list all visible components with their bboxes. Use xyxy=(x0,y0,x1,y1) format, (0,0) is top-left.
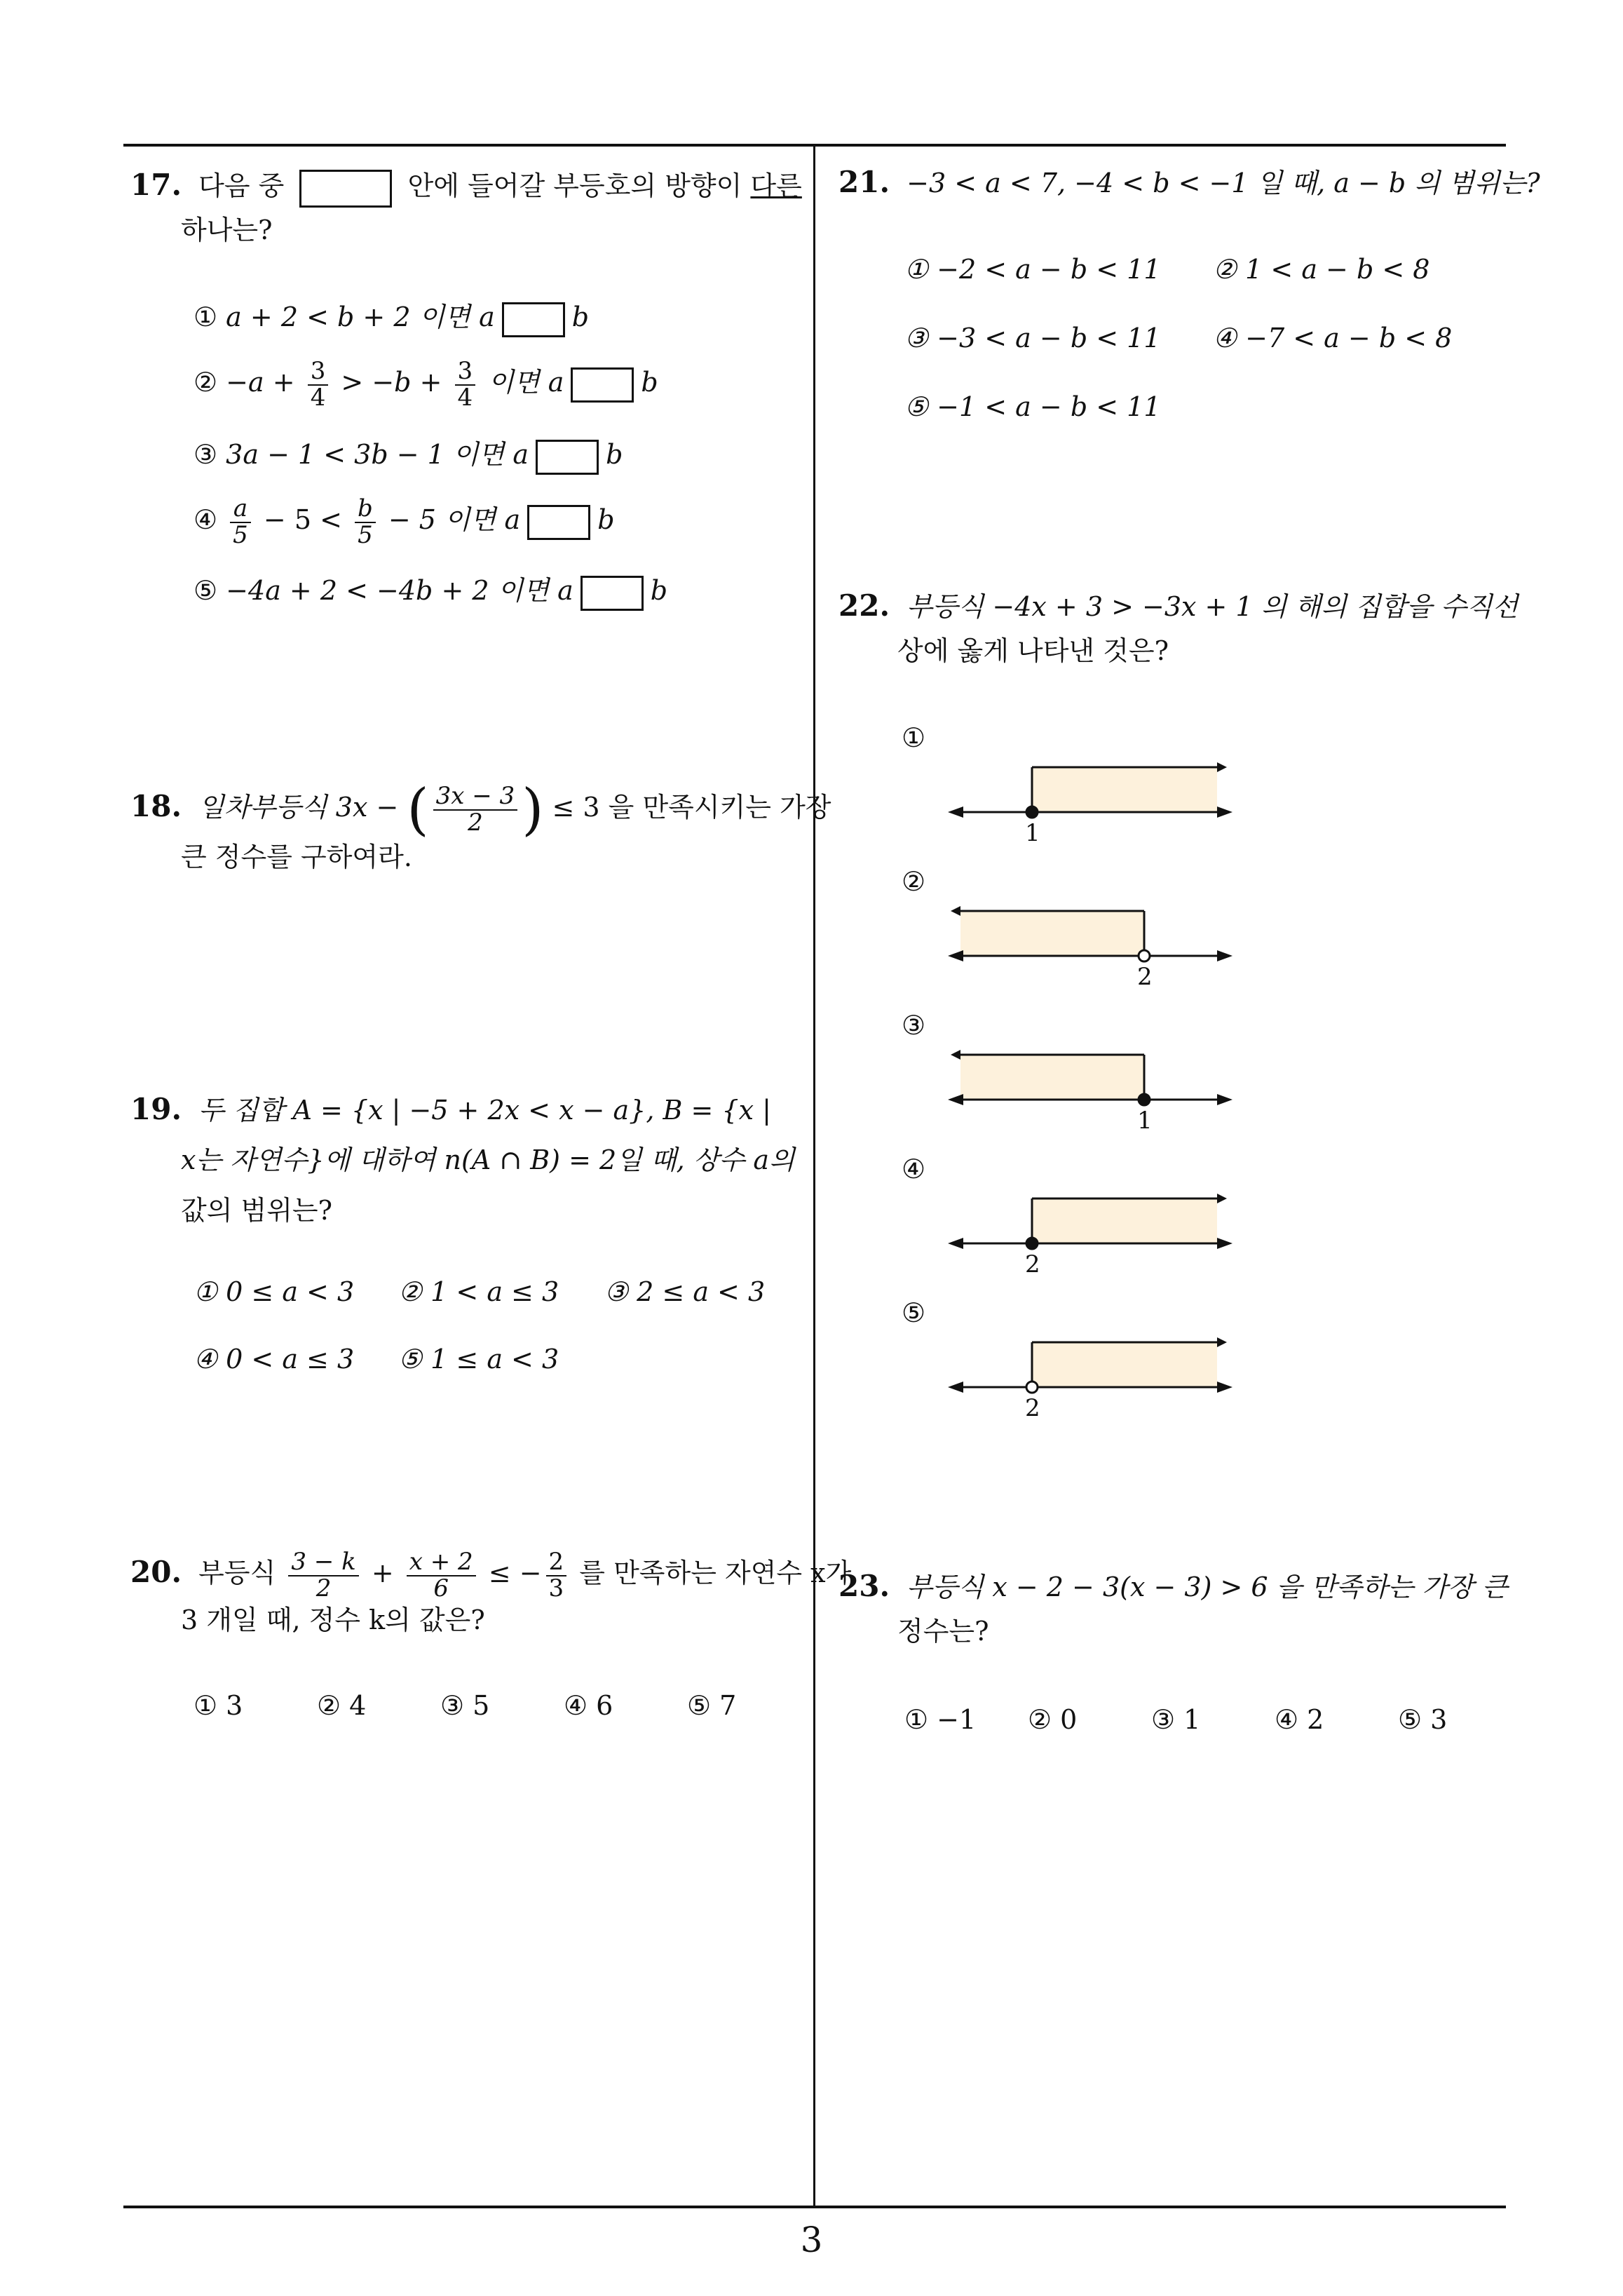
q17-option-1-mark: ① xyxy=(193,302,218,332)
q20-plus: + xyxy=(371,1558,394,1588)
q23-option-2: ② 0 xyxy=(1028,1704,1078,1735)
closed-endpoint xyxy=(1026,1238,1038,1249)
q17-option-4-frac-b: $\frac{b}{5}$ xyxy=(355,497,376,548)
axis-left-arrow xyxy=(948,1238,963,1249)
solution-region xyxy=(960,911,1144,956)
axis-left-arrow xyxy=(948,806,963,818)
q20-number: 20. xyxy=(130,1555,182,1589)
q17-option-4-mark: ④ xyxy=(193,504,218,535)
axis-right-arrow xyxy=(1217,1238,1232,1249)
q18-line1 xyxy=(130,771,831,845)
q17-option-2-a: −a + xyxy=(226,367,295,398)
q20-post: 를 만족하는 자연수 x가 xyxy=(579,1558,852,1588)
q17-option-3-box xyxy=(536,440,599,475)
q17-option-2 xyxy=(193,351,658,414)
q19-option-5: ⑤ 1 ≤ a < 3 xyxy=(398,1344,559,1375)
axis-right-arrow xyxy=(1217,1382,1232,1393)
q20-option-4: ④ 6 xyxy=(564,1690,613,1721)
q21-option-5: ⑤ −1 < a − b < 11 xyxy=(904,391,1161,422)
q17-option-4-tail: − 5 이면 a xyxy=(388,504,521,535)
q22-number: 22. xyxy=(838,588,890,623)
solution-region xyxy=(1032,1342,1217,1387)
q17-option-2-frac2: $\frac{3}{4}$ xyxy=(455,359,476,410)
q17-text-a: 다음 중 xyxy=(198,170,285,201)
q22-option-3-point-label: 1 xyxy=(1137,1107,1153,1135)
q17-option-2-frac1: $\frac{3}{4}$ xyxy=(308,359,329,410)
q23-line1 xyxy=(838,1564,1508,1609)
q22-line1 xyxy=(838,583,1518,629)
q21-option-2: ② 1 < a − b < 8 xyxy=(1213,254,1430,285)
q17-option-4 xyxy=(193,488,615,551)
q20-frac3: $\frac{2}{3}$ xyxy=(546,1550,567,1601)
q19-option-3: ③ 2 ≤ a < 3 xyxy=(604,1276,766,1307)
solution-region xyxy=(960,1055,1144,1100)
region-arrow-head xyxy=(951,906,960,916)
q21-line1 xyxy=(838,160,1540,205)
q17-option-1-post: b xyxy=(571,302,590,332)
q23-option-3: ③ 1 xyxy=(1151,1704,1201,1735)
q22-line2: 상에 옳게 나타낸 것은? xyxy=(897,635,1169,666)
q17-option-3-text: 3a − 1 < 3b − 1 이면 a xyxy=(226,439,529,470)
closed-endpoint xyxy=(1139,1094,1150,1105)
region-arrow-head xyxy=(951,1050,960,1060)
q17-option-2-tail: 이면 a xyxy=(488,367,564,398)
column-divider xyxy=(813,144,815,2208)
q17-option-4-post: b xyxy=(597,504,615,535)
q22-option-2-point-label: 2 xyxy=(1137,963,1153,991)
open-endpoint xyxy=(1026,1382,1038,1393)
q23-option-4: ④ 2 xyxy=(1275,1704,1324,1735)
q22-option-1-point-label: 1 xyxy=(1025,819,1040,847)
q18-left-paren: ( xyxy=(407,776,429,842)
q22-option-5-point-label: 2 xyxy=(1025,1394,1040,1422)
q17-option-3-post: b xyxy=(606,439,623,470)
q17-option-2-box xyxy=(571,367,634,403)
open-endpoint xyxy=(1139,950,1150,961)
q22-option-4-mark: ④ xyxy=(902,1154,926,1184)
q23-option-5: ⑤ 3 xyxy=(1398,1704,1448,1735)
q20-line2: 3 개일 때, 정수 k의 값은? xyxy=(181,1605,485,1635)
q17-option-4-mid: − 5 < xyxy=(263,504,342,535)
q20-option-2: ② 4 xyxy=(317,1690,367,1721)
q17-line1 xyxy=(130,163,802,208)
q19-option-4: ④ 0 < a ≤ 3 xyxy=(193,1344,355,1375)
q17-number: 17. xyxy=(130,168,182,202)
q22-option-5-number-line xyxy=(939,1318,1262,1424)
q22-option-2-number-line xyxy=(939,887,1262,992)
q17-option-1-box xyxy=(502,302,565,337)
q17-option-2-post: b xyxy=(641,367,658,398)
q19-option-1: ① 0 ≤ a < 3 xyxy=(193,1276,355,1307)
q23-option-1: ① −1 xyxy=(904,1704,977,1735)
q18-line2: 큰 정수를 구하여라. xyxy=(181,842,412,872)
axis-left-arrow xyxy=(948,1094,963,1105)
q23-number: 23. xyxy=(838,1569,890,1603)
q18-number: 18. xyxy=(130,789,182,823)
closed-endpoint xyxy=(1026,806,1038,818)
q17-blank-box xyxy=(299,170,392,208)
q19-line3: 값의 범위는? xyxy=(181,1195,332,1226)
solution-region xyxy=(1032,1198,1217,1243)
q22-line1-text: 부등식 −4x + 3 > −3x + 1 의 해의 집합을 수직선 xyxy=(906,591,1519,622)
q17-option-4-frac-a: $\frac{a}{5}$ xyxy=(230,497,251,548)
region-arrow-head xyxy=(1217,762,1227,772)
q18-post: ≤ 3 을 만족시키는 가장 xyxy=(552,792,831,823)
region-arrow-head xyxy=(1217,1194,1227,1203)
q23-line1-text: 부등식 x − 2 − 3(x − 3) > 6 을 만족하는 가장 큰 xyxy=(906,1572,1508,1602)
q19-option-2: ② 1 < a ≤ 3 xyxy=(398,1276,559,1307)
q20-frac2: $\frac{x + 2}{6}$ xyxy=(407,1550,476,1601)
q19-number: 19. xyxy=(130,1092,182,1126)
q17-option-1 xyxy=(193,295,589,339)
q22-option-5-mark: ⑤ xyxy=(902,1297,926,1328)
axis-right-arrow xyxy=(1217,1094,1232,1105)
q22-option-3-mark: ③ xyxy=(902,1010,926,1041)
page-number: 3 xyxy=(800,2220,823,2260)
q18-pre: 일차부등식 3x − xyxy=(198,792,399,823)
q21-option-4: ④ −7 < a − b < 8 xyxy=(1213,323,1453,353)
axis-left-arrow xyxy=(948,950,963,961)
q17-line2: 하나는? xyxy=(181,215,273,245)
q17-option-5-post: b xyxy=(650,575,668,606)
q21-option-1: ① −2 < a − b < 11 xyxy=(904,254,1161,285)
q17-option-2-mid: > −b + xyxy=(341,367,442,398)
q20-frac1: $\frac{3 - k}{2}$ xyxy=(288,1550,358,1601)
q17-option-5-text: −4a + 2 < −4b + 2 이면 a xyxy=(226,575,573,606)
q22-option-1-number-line xyxy=(939,743,1262,849)
axis-right-arrow xyxy=(1217,950,1232,961)
bottom-rule xyxy=(123,2206,1506,2208)
q22-option-1-mark: ① xyxy=(902,722,926,753)
q22-option-4-point-label: 2 xyxy=(1025,1250,1040,1278)
q23-line2: 정수는? xyxy=(897,1616,989,1647)
q17-option-1-text: a + 2 < b + 2 이면 a xyxy=(226,302,495,332)
axis-right-arrow xyxy=(1217,806,1232,818)
q20-option-5: ⑤ 7 xyxy=(687,1690,737,1721)
q17-option-3-mark: ③ xyxy=(193,439,218,470)
q19-line1 xyxy=(130,1087,771,1133)
q20-option-1: ① 3 xyxy=(193,1690,243,1721)
q17-text-b: 안에 들어갈 부등호의 방향이 xyxy=(407,170,742,201)
q17-option-5-box xyxy=(580,576,644,611)
q17-option-5-mark: ⑤ xyxy=(193,575,218,606)
q18-right-paren: ) xyxy=(522,776,544,842)
q18-fraction: $\frac{3x - 3}{2}$ xyxy=(433,784,518,835)
q17-option-2-mark: ② xyxy=(193,367,218,398)
q17-option-4-box xyxy=(527,505,590,540)
q17-option-3 xyxy=(193,432,623,477)
q17-option-5 xyxy=(193,568,667,613)
q19-line1-text: 두 집합 A = {x | −5 + 2x < x − a}, B = {x | xyxy=(198,1095,771,1126)
q22-option-2-mark: ② xyxy=(902,866,926,897)
axis-left-arrow xyxy=(948,1382,963,1393)
solution-region xyxy=(1032,767,1217,812)
q20-le: ≤ − xyxy=(488,1558,542,1588)
q22-option-4-number-line xyxy=(939,1175,1262,1280)
q21-number: 21. xyxy=(838,165,890,199)
q20-option-3: ③ 5 xyxy=(440,1690,490,1721)
q20-pre: 부등식 xyxy=(198,1558,276,1588)
q19-line2: x는 자연수}에 대하여 n(A ∩ B) = 2일 때, 상수 a의 xyxy=(181,1144,795,1175)
q21-option-3: ③ −3 < a − b < 11 xyxy=(904,323,1161,353)
region-arrow-head xyxy=(1217,1337,1227,1347)
q22-option-3-number-line xyxy=(939,1031,1262,1136)
q17-underlined: 다른 xyxy=(750,170,802,201)
q21-text: −3 < a < 7, −4 < b < −1 일 때, a − b 의 범위는? xyxy=(906,168,1540,198)
